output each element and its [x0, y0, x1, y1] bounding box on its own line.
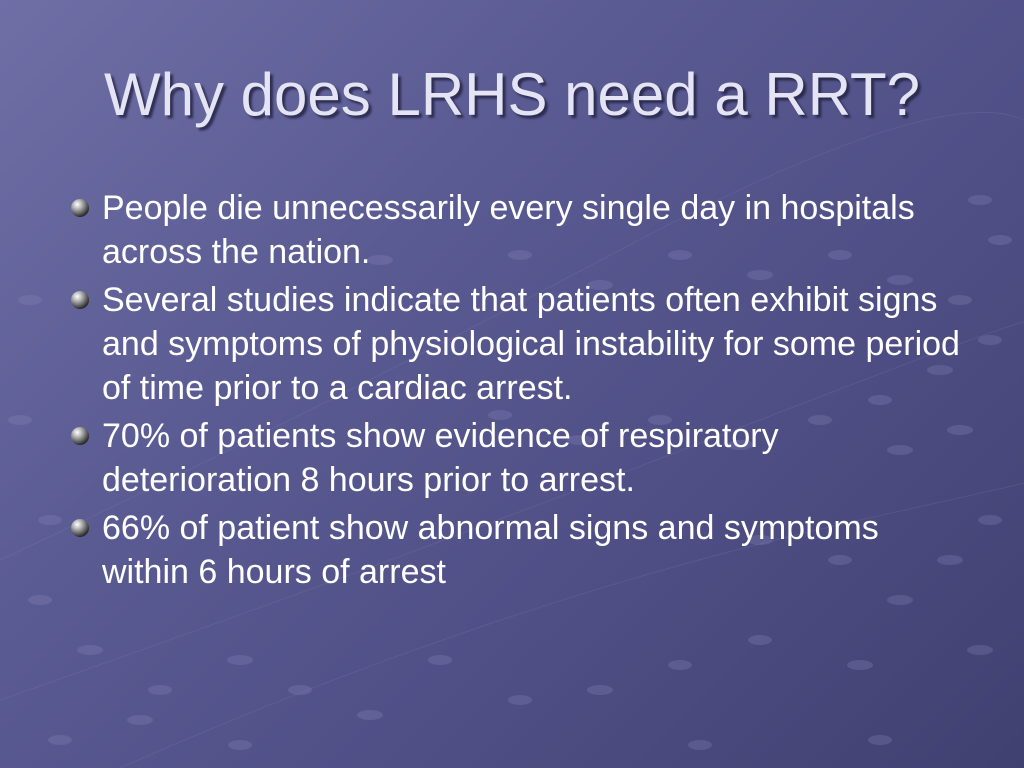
- bullet-text: Several studies indicate that patients often exhibit signs and symptoms of physiological instability for some period of time prior to a cardiac arrest.: [102, 281, 960, 407]
- sphere-bullet-icon: [70, 518, 90, 538]
- bullet-item: [64, 414, 964, 502]
- bullet-item: [64, 506, 964, 594]
- bullet-text: People die unnecessarily every single day in hospitals across the nation.: [102, 189, 915, 271]
- bullet-list: [64, 186, 964, 598]
- slide-title: Why does LRHS need a RRT?: [104, 61, 920, 128]
- sphere-bullet-icon: [70, 290, 90, 310]
- sphere-bullet-icon: [70, 198, 90, 218]
- bullet-text: 66% of patient show abnormal signs and symptoms within 6 hours of arrest: [102, 509, 879, 591]
- bullet-item: [64, 186, 964, 274]
- sphere-bullet-icon: [70, 426, 90, 446]
- bullet-item: [64, 278, 964, 410]
- bullet-text: 70% of patients show evidence of respiratory deterioration 8 hours prior to arrest.: [102, 417, 779, 499]
